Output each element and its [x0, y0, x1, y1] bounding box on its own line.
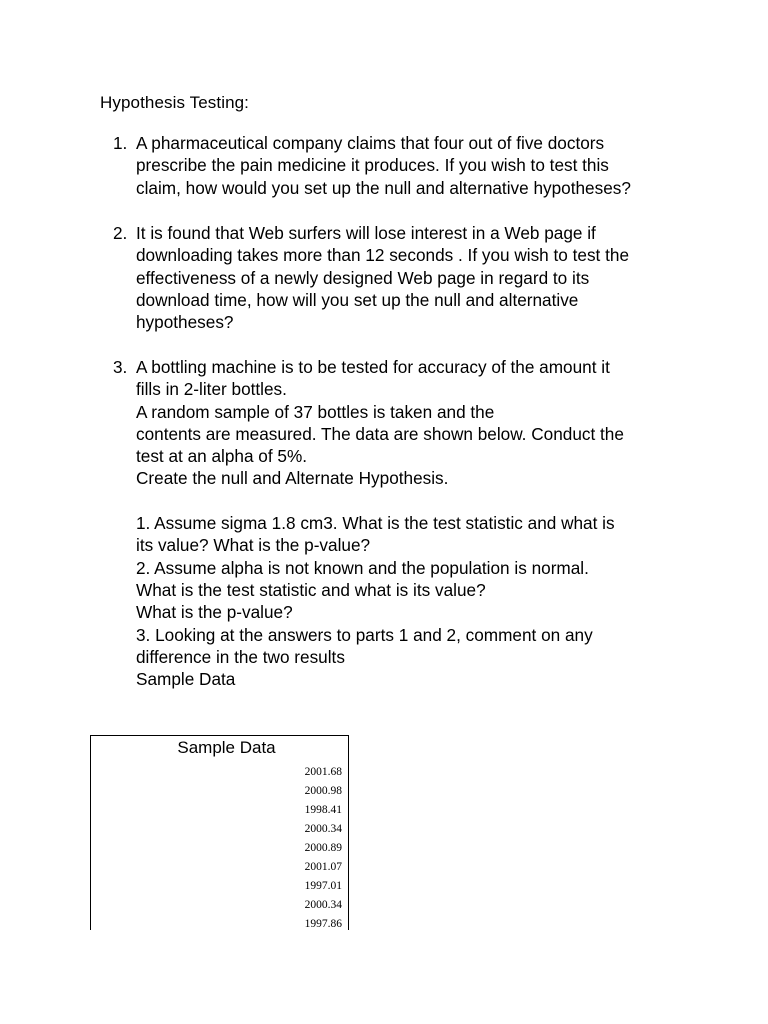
sample-data-value: 2000.34 — [304, 823, 342, 835]
question-line: A bottling machine is to be tested for accuracy of the amount it — [136, 357, 610, 377]
question-line: Create the null and Alternate Hypothesis. — [136, 468, 449, 489]
question-3 — [113, 356, 693, 690]
paragraph-gap — [136, 490, 693, 512]
question-body — [136, 222, 693, 333]
sample-data-value: 1998.41 — [304, 804, 342, 816]
question-2 — [113, 222, 693, 333]
sub-question-line: What is the p-value? — [136, 602, 293, 623]
sample-data-value: 1997.01 — [304, 880, 342, 892]
sub-question-line: 1. Assume sigma 1.8 cm3. What is the test statistic and what is — [136, 513, 615, 534]
question-body — [136, 132, 693, 199]
question-body — [136, 356, 693, 690]
question-number: 3. — [113, 357, 128, 377]
sub-question-line: What is the test statistic and what is its value? — [136, 579, 486, 600]
question-line: prescribe the pain medicine it produces. If you wish to test this — [136, 155, 609, 176]
question-line: hypotheses? — [136, 312, 234, 333]
sample-data-value: 2000.89 — [304, 842, 342, 854]
question-line: test at an alpha of 5%. — [136, 446, 308, 467]
question-line: It is found that Web surfers will lose interest in a Web page if — [136, 223, 596, 243]
question-line: effectiveness of a newly designed Web page in regard to its — [136, 267, 590, 288]
sub-question-line: its value? What is the p-value? — [136, 535, 371, 556]
question-1 — [113, 132, 693, 199]
sample-data-value: 2001.68 — [304, 766, 342, 778]
sample-data-value: 2000.98 — [304, 785, 342, 797]
sub-question-line: Sample Data — [136, 669, 236, 690]
question-line: claim, how would you set up the null and alternative hypotheses? — [136, 177, 631, 198]
question-number: 2. — [113, 223, 128, 243]
question-line: A random sample of 37 bottles is taken and the — [136, 401, 495, 422]
question-line: contents are measured. The data are shown below. Conduct the — [136, 423, 624, 444]
sample-data-value: 2000.34 — [304, 899, 342, 911]
sample-data-table — [90, 735, 349, 930]
question-line: download time, how will you set up the null and alternative — [136, 289, 579, 310]
question-number: 1. — [113, 133, 128, 153]
sample-data-title: Sample Data — [177, 738, 276, 757]
page-heading: Hypothesis Testing: — [100, 93, 249, 112]
sub-question-line: difference in the two results — [136, 646, 345, 667]
sample-data-values — [305, 763, 342, 934]
question-line: downloading takes more than 12 seconds . If you wish to test the — [136, 245, 629, 266]
sub-question-line: 3. Looking at the answers to parts 1 and 2, comment on any — [136, 624, 593, 645]
question-line: fills in 2-liter bottles. — [136, 379, 287, 400]
question-line: A pharmaceutical company claims that four out of five doctors — [136, 133, 605, 153]
sample-data-value: 1997.86 — [304, 918, 342, 930]
sample-data-value: 2001.07 — [304, 861, 342, 873]
sub-question-line: 2. Assume alpha is not known and the population is normal. — [136, 557, 589, 578]
